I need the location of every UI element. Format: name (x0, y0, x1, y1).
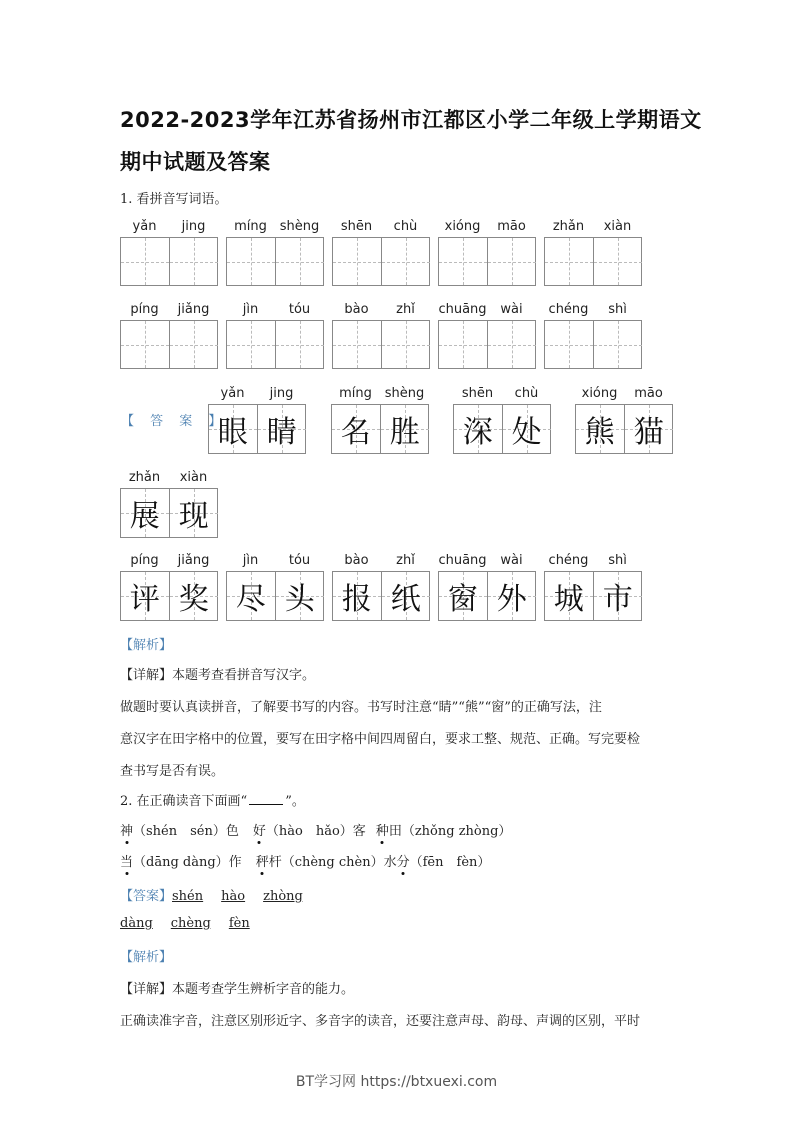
pinyin: wài (500, 553, 523, 568)
question-1-prompt: 1. 看拼音写词语。 (120, 192, 228, 207)
pinyin: jìn (242, 553, 259, 568)
tianzige-box[interactable] (226, 320, 324, 369)
pinyin: xióng (444, 219, 481, 234)
detail-paragraph-heading (120, 664, 315, 683)
options: （hào hǎo）客 (265, 824, 366, 839)
tianzige-box (575, 404, 673, 454)
pinyin: shì (608, 553, 627, 568)
pinyin: wài (500, 302, 523, 317)
prompt-text: 2. 在正确读音下面画“ (120, 794, 248, 809)
options: （dāng dàng）作 (133, 855, 242, 870)
tianzige-box[interactable] (332, 237, 430, 286)
options: 杆（chèng chèn）水 (268, 855, 397, 870)
document-title-line1: 2022-2023学年江苏省扬州市江都区小学二年级上学期语文 (120, 108, 702, 132)
hanzi: 猫 (633, 415, 664, 450)
answer-item: dàng (120, 916, 153, 931)
tianzige-box[interactable] (120, 320, 218, 369)
pinyin: shèng (279, 219, 320, 234)
pinyin: yǎn (220, 386, 245, 401)
detail-line-1: 做题时要认真读拼音，了解要书写的内容。书写时注意“睛”“熊”“窗”的正确写法，注 (120, 700, 602, 715)
q2-answer-row-1 (120, 885, 321, 904)
target-char: 好 (253, 820, 266, 839)
target-char: 当 (120, 851, 133, 870)
pinyin: chù (393, 219, 418, 234)
pinyin: shì (608, 302, 627, 317)
tianzige-box[interactable] (226, 237, 324, 286)
answer-item: shén (172, 889, 204, 904)
answer-item: zhòng (263, 889, 303, 904)
target-char: 分 (397, 851, 410, 870)
hanzi: 现 (178, 499, 209, 534)
q2-line-1 (120, 820, 511, 839)
tianzige-box (453, 404, 551, 454)
hanzi: 胜 (389, 415, 420, 450)
detail-line-3: 查书写是否有误。 (120, 764, 225, 779)
answer-item: chèng (170, 916, 211, 931)
hanzi: 熊 (584, 415, 615, 450)
hanzi: 睛 (266, 415, 297, 450)
pinyin: míng (339, 386, 372, 401)
hanzi: 外 (496, 582, 527, 617)
pinyin: jing (181, 219, 206, 234)
target-char: 种 (376, 820, 389, 839)
tianzige-box (331, 404, 429, 454)
analysis-label-2: 【解析】 (120, 950, 173, 965)
q2-detail-line: 正确读准字音，注意区别形近字、多音字的读音，还要注意声母、韵母、声调的区别，平时 (120, 1014, 641, 1029)
pinyin: bào (344, 553, 369, 568)
pinyin: chéng (548, 302, 589, 317)
hanzi: 处 (511, 415, 542, 450)
tianzige-box[interactable] (544, 320, 642, 369)
hanzi: 城 (553, 582, 584, 617)
pinyin: píng (130, 553, 159, 568)
pinyin: míng (234, 219, 267, 234)
detail-first: 本题考查学生辨析字音的能力。 (172, 982, 355, 997)
tianzige-box[interactable] (438, 320, 536, 369)
pinyin: xióng (581, 386, 618, 401)
detail-line-2: 意汉字在田字格中的位置，要写在田字格中间四周留白，要求工整、规范、正确。写完要检 (120, 732, 641, 747)
q2-answer-row-2 (120, 916, 268, 931)
answer-item: hào (221, 889, 246, 904)
tianzige-box (208, 404, 306, 454)
pinyin: chuāng (438, 553, 487, 568)
answer-item: fèn (228, 916, 250, 931)
footer-watermark: BT学习网 https://btxuexi.com (295, 1074, 498, 1090)
prompt-text-end: ”。 (285, 794, 305, 809)
detail-label: 【详解】 (120, 668, 173, 683)
target-char: 秤 (256, 851, 269, 870)
pinyin: chéng (548, 553, 589, 568)
tianzige-box (120, 571, 218, 621)
hanzi: 窗 (447, 582, 478, 617)
pinyin: zhǎn (552, 219, 585, 234)
detail-label: 【详解】 (120, 982, 173, 997)
tianzige-box (226, 571, 324, 621)
q2-line-2 (120, 851, 490, 870)
pinyin: yǎn (132, 219, 157, 234)
pinyin: jiǎng (177, 553, 210, 568)
pinyin: māo (497, 219, 526, 234)
tianzige-box[interactable] (438, 237, 536, 286)
document-title-line2: 期中试题及答案 (120, 150, 271, 174)
hanzi: 尽 (235, 582, 266, 617)
tianzige-box (544, 571, 642, 621)
pinyin: tóu (288, 553, 311, 568)
pinyin: bào (344, 302, 369, 317)
target-char: 神 (120, 820, 133, 839)
answer-label: 【 答 案 】 (121, 414, 228, 429)
pinyin: shēn (340, 219, 373, 234)
options: （fēn fèn） (409, 855, 491, 870)
tianzige-box[interactable] (332, 320, 430, 369)
hanzi: 报 (341, 582, 372, 617)
tianzige-box (332, 571, 430, 621)
pinyin: tóu (288, 302, 311, 317)
hanzi: 头 (284, 582, 315, 617)
pinyin: chù (514, 386, 539, 401)
pinyin: píng (130, 302, 159, 317)
pinyin: jing (269, 386, 294, 401)
pinyin: xiàn (179, 470, 208, 485)
hanzi: 评 (129, 582, 160, 617)
tianzige-box (438, 571, 536, 621)
pinyin: shēn (461, 386, 494, 401)
hanzi: 名 (340, 415, 371, 450)
pinyin: shèng (384, 386, 425, 401)
tianzige-box (120, 488, 218, 538)
question-2-prompt (120, 790, 305, 809)
q2-detail-heading (120, 978, 354, 997)
pinyin: zhǎn (128, 470, 161, 485)
hanzi: 眼 (217, 415, 248, 450)
hanzi: 市 (602, 582, 633, 617)
tianzige-box[interactable] (120, 237, 218, 286)
pinyin: xiàn (603, 219, 632, 234)
analysis-label: 【解析】 (120, 638, 173, 653)
tianzige-box[interactable] (544, 237, 642, 286)
hanzi: 展 (129, 499, 160, 534)
pinyin: chuāng (438, 302, 487, 317)
hanzi: 奖 (178, 582, 209, 617)
pinyin: māo (634, 386, 663, 401)
options: （shén sén）色 (133, 824, 239, 839)
answer-label: 【答案】 (120, 889, 173, 904)
pinyin: zhǐ (396, 302, 415, 317)
hanzi: 纸 (390, 582, 421, 617)
underline-blank (249, 794, 283, 805)
pinyin: zhǐ (396, 553, 415, 568)
detail-first: 本题考查看拼音写汉字。 (172, 668, 316, 683)
options: 田（zhǒng zhòng） (388, 824, 512, 839)
hanzi: 深 (462, 415, 493, 450)
pinyin: jìn (242, 302, 259, 317)
pinyin: jiǎng (177, 302, 210, 317)
